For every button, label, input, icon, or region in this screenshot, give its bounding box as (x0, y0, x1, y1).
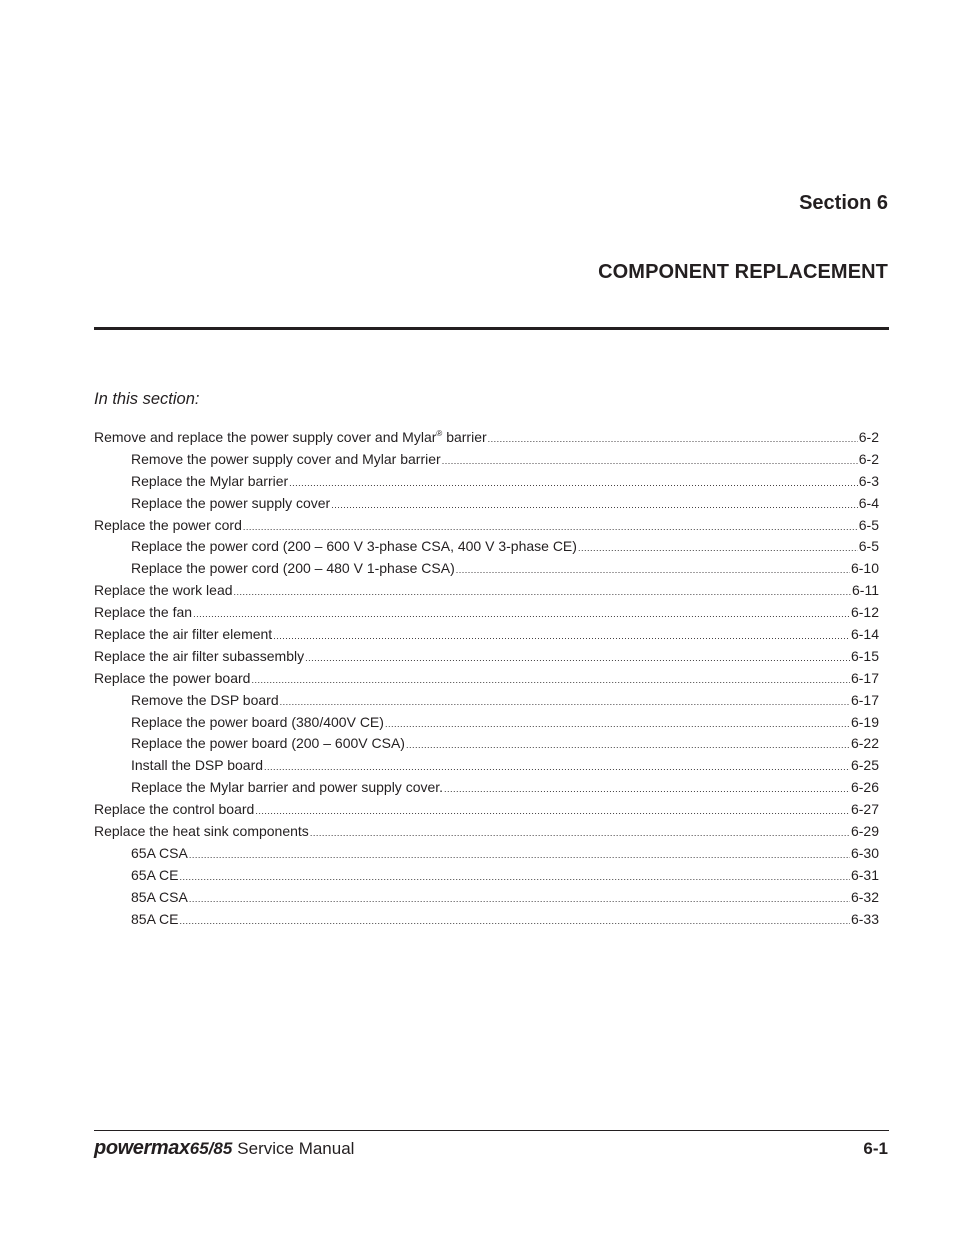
toc-leader (280, 697, 850, 707)
toc-entry-title: Remove the DSP board (131, 691, 279, 708)
toc-leader (179, 872, 849, 882)
toc-leader (578, 543, 858, 553)
toc-entry-page: 6-14 (850, 626, 879, 643)
toc-entry-page: 6-27 (850, 801, 879, 818)
toc-entry-page: 6-12 (850, 604, 879, 621)
toc-leader (289, 478, 858, 488)
toc-entry[interactable] (94, 692, 879, 714)
toc-entry-page: 6-10 (850, 560, 879, 577)
toc-entry-page: 6-25 (850, 757, 879, 774)
toc-entry-title: Replace the power cord (200 – 600 V 3-phase CSA, 400 V 3-phase CE) (131, 538, 577, 555)
manual-label: Service Manual (237, 1139, 355, 1158)
section-label: Section 6 (799, 192, 888, 214)
toc-entry-page: 6-30 (850, 844, 879, 861)
toc-entry[interactable] (94, 823, 879, 845)
toc-entry-title: Replace the air filter subassembly (94, 647, 305, 664)
toc-entry-title: Replace the air filter element (94, 626, 273, 643)
toc-leader (273, 631, 850, 641)
header-divider (94, 327, 889, 330)
toc-leader (385, 719, 850, 729)
toc-leader (243, 522, 858, 532)
toc-entry-page: 6-26 (850, 779, 879, 796)
toc-entry-page: 6-22 (850, 735, 879, 752)
table-of-contents (94, 429, 879, 932)
toc-leader (234, 587, 851, 597)
toc-entry-title: Replace the control board (94, 801, 255, 818)
toc-entry[interactable] (94, 604, 879, 626)
section-title: COMPONENT REPLACEMENT (598, 261, 888, 283)
toc-entry-page: 6-17 (850, 669, 879, 686)
brand-model: 65/85 (189, 1139, 233, 1158)
toc-entry[interactable] (94, 429, 879, 451)
toc-entry-title: Replace the Mylar barrier and power supply cover. (131, 779, 444, 796)
toc-entry-page: 6-19 (850, 713, 879, 730)
toc-leader (305, 653, 850, 663)
toc-entry-page: 6-3 (858, 472, 879, 489)
toc-entry-page: 6-15 (850, 647, 879, 664)
toc-entry[interactable] (94, 889, 879, 911)
toc-leader (264, 762, 850, 772)
toc-entry-title: Remove and replace the power supply cover and Mylar® barrier (94, 429, 487, 445)
toc-entry[interactable] (94, 911, 879, 933)
toc-entry[interactable] (94, 845, 879, 867)
toc-entry-title: Replace the power board (94, 669, 251, 686)
toc-entry-title: Remove the power supply cover and Mylar barrier (131, 450, 441, 467)
toc-leader (251, 675, 850, 685)
toc-leader (189, 894, 850, 904)
toc-entry-page: 6-29 (850, 823, 879, 840)
toc-entry-page: 6-31 (850, 866, 879, 883)
toc-entry-page: 6-17 (850, 691, 879, 708)
toc-entry-page: 6-4 (858, 494, 879, 511)
toc-entry-title: Replace the fan (94, 604, 193, 621)
toc-entry-title: 65A CSA (131, 844, 188, 861)
toc-leader (488, 434, 858, 444)
toc-entry-page: 6-32 (850, 888, 879, 905)
footer-product-title (94, 1137, 354, 1160)
toc-entry[interactable] (94, 670, 879, 692)
toc-entry[interactable] (94, 451, 879, 473)
toc-entry-page: 6-5 (858, 538, 879, 555)
toc-entry-title: Replace the power supply cover (131, 494, 331, 511)
page-number: 6-1 (863, 1139, 888, 1158)
toc-entry-title: Replace the heat sink components (94, 823, 309, 840)
footer-divider (94, 1130, 889, 1131)
toc-entry[interactable] (94, 473, 879, 495)
toc-leader (406, 740, 850, 750)
toc-entry[interactable] (94, 757, 879, 779)
section-intro: In this section: (94, 390, 200, 408)
toc-entry-title: 85A CE (131, 910, 179, 927)
toc-leader (255, 806, 850, 816)
toc-entry-page: 6-11 (852, 582, 879, 599)
registered-mark: ® (436, 429, 443, 438)
toc-entry-title: Replace the Mylar barrier (131, 472, 289, 489)
toc-leader (456, 565, 850, 575)
toc-entry-title: Replace the power cord (94, 516, 242, 533)
toc-entry-page: 6-33 (850, 910, 879, 927)
toc-entry[interactable] (94, 538, 879, 560)
toc-entry-page: 6-5 (858, 516, 879, 533)
toc-entry-title: Install the DSP board (131, 757, 264, 774)
toc-leader (193, 609, 850, 619)
toc-entry-title: 65A CE (131, 866, 179, 883)
toc-entry[interactable] (94, 801, 879, 823)
toc-entry-page: 6-2 (858, 450, 879, 467)
toc-leader (179, 916, 849, 926)
toc-entry[interactable] (94, 517, 879, 539)
toc-entry[interactable] (94, 648, 879, 670)
toc-entry[interactable] (94, 626, 879, 648)
toc-entry[interactable] (94, 495, 879, 517)
toc-entry-title: Replace the work lead (94, 582, 233, 599)
toc-entry[interactable] (94, 582, 879, 604)
toc-entry[interactable] (94, 735, 879, 757)
toc-leader (442, 456, 858, 466)
brand-logo: powermax (94, 1137, 190, 1159)
toc-entry[interactable] (94, 560, 879, 582)
toc-leader (310, 828, 850, 838)
toc-entry[interactable] (94, 714, 879, 736)
toc-entry-title: Replace the power board (200 – 600V CSA) (131, 735, 405, 752)
toc-entry-title: Replace the power board (380/400V CE) (131, 713, 384, 730)
toc-entry-page: 6-2 (858, 429, 879, 445)
toc-entry-title: 85A CSA (131, 888, 188, 905)
toc-leader (189, 850, 850, 860)
toc-leader (444, 784, 850, 794)
toc-entry[interactable] (94, 867, 879, 889)
toc-entry-title: Replace the power cord (200 – 480 V 1-phase CSA) (131, 560, 455, 577)
toc-entry[interactable] (94, 779, 879, 801)
toc-leader (331, 500, 858, 510)
